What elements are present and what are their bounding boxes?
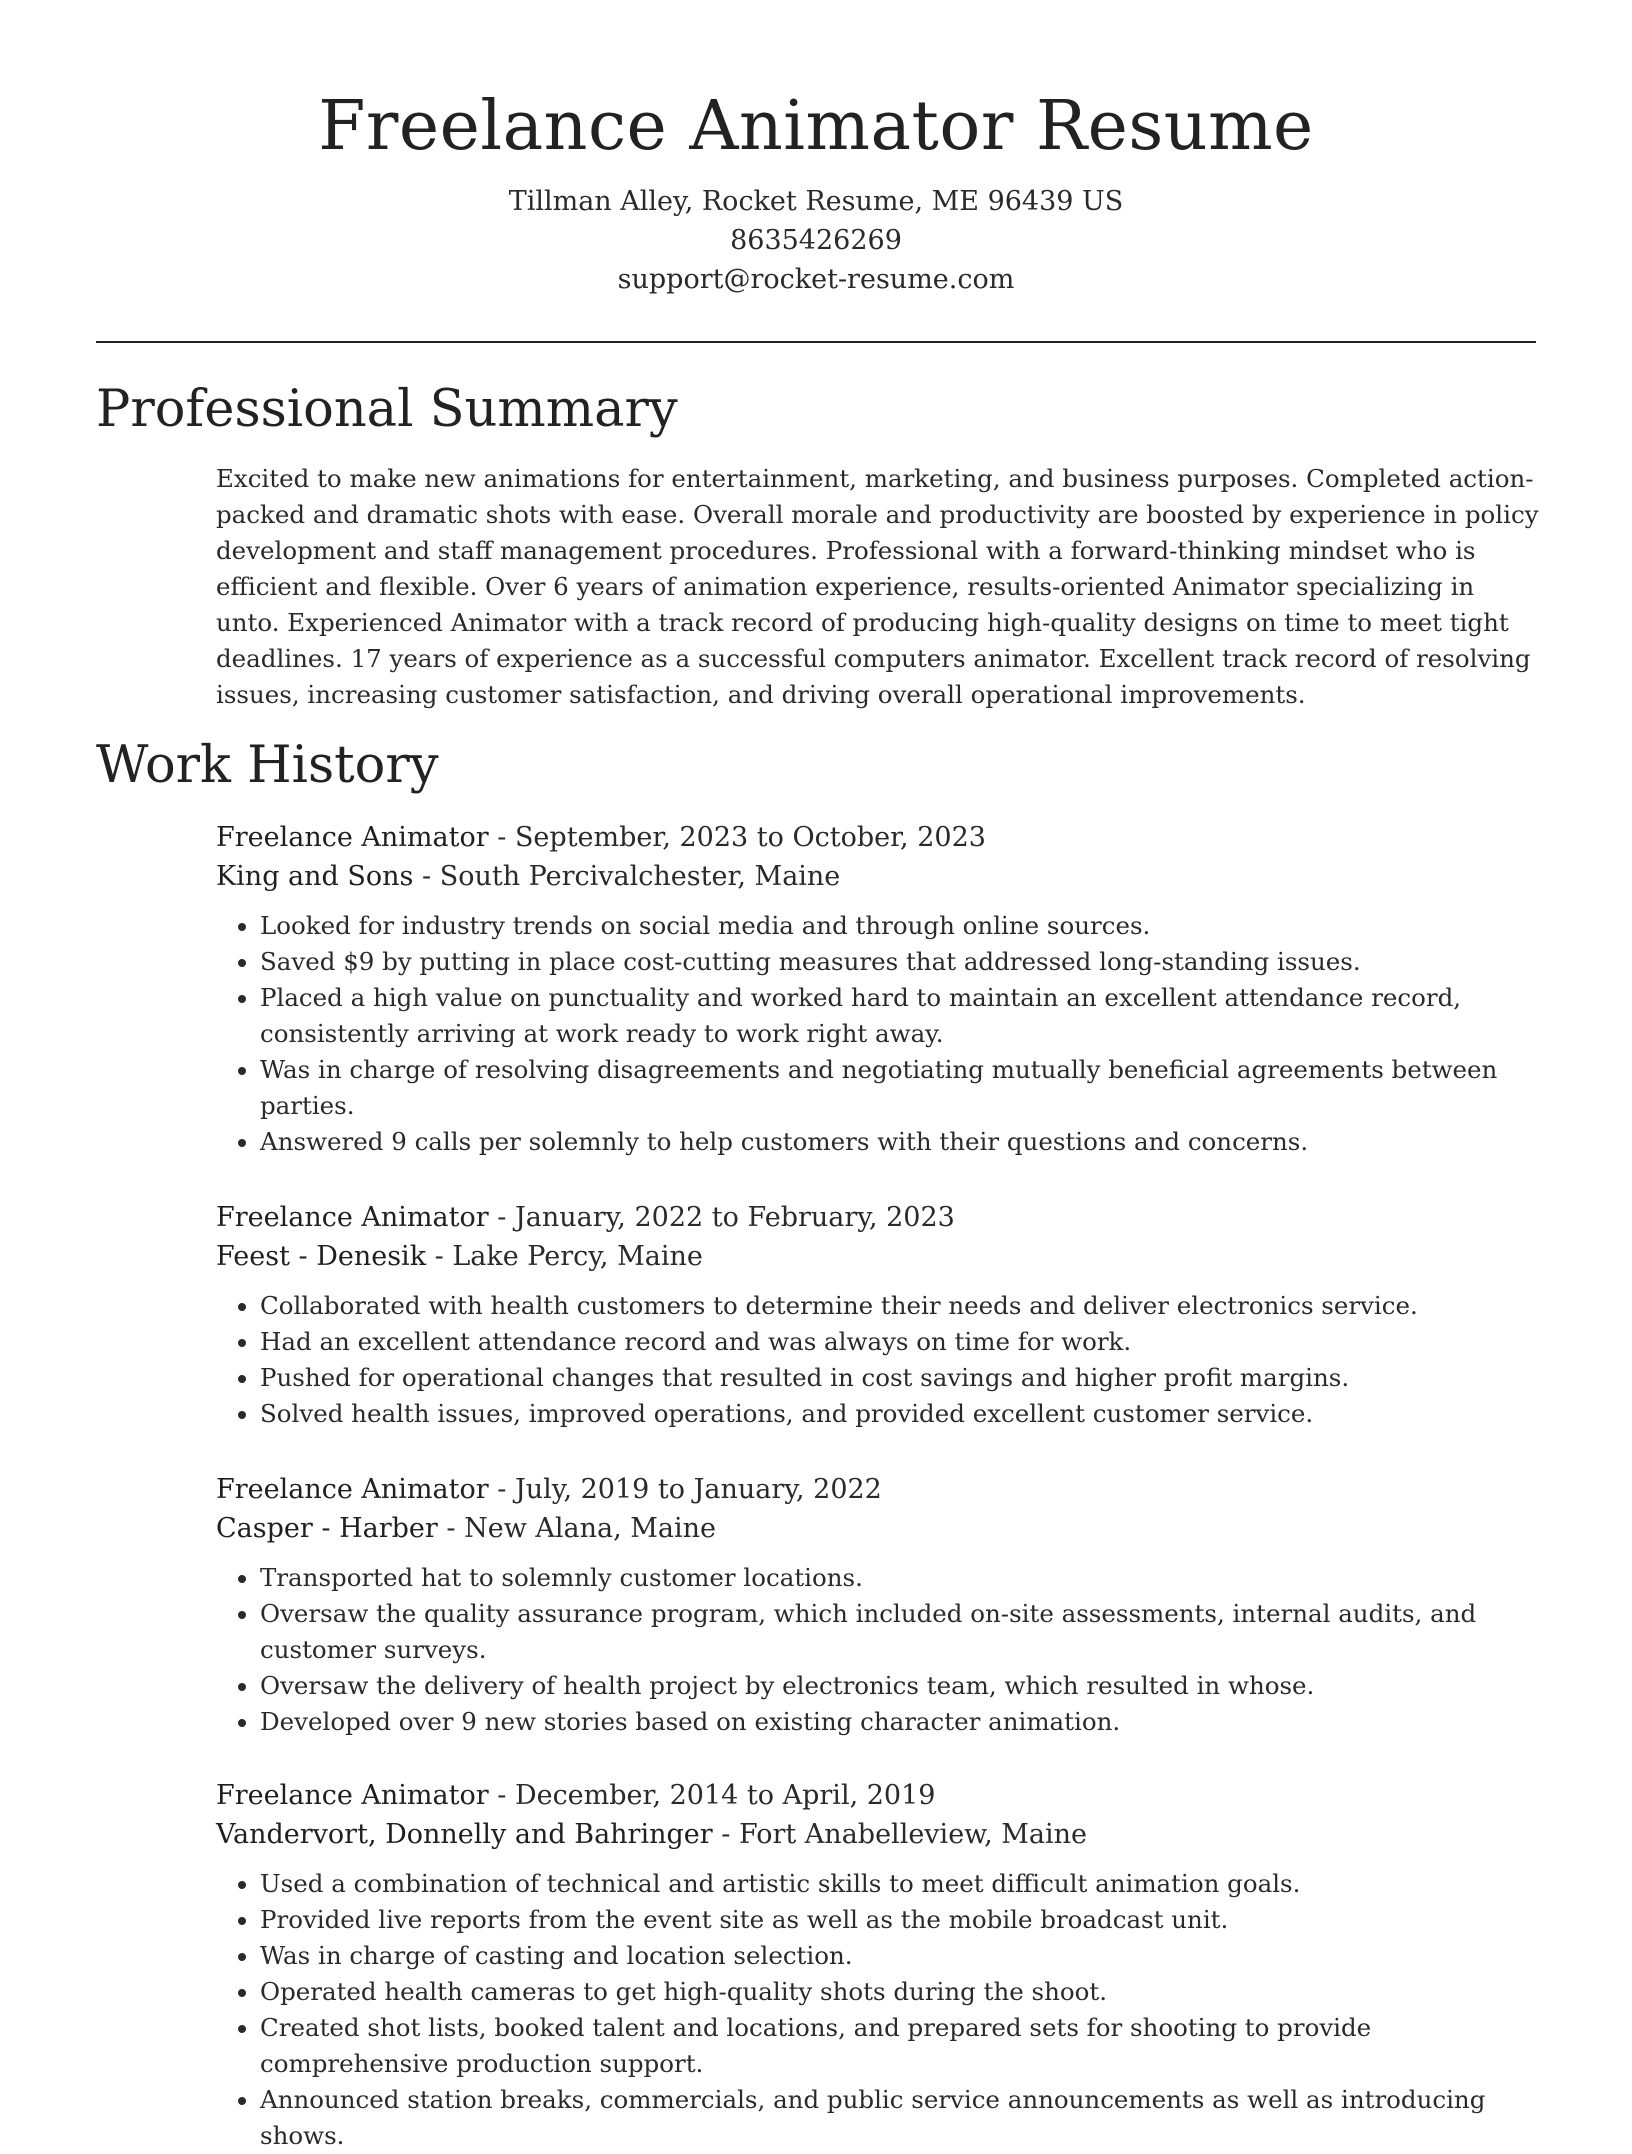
job-bullet: • Developed over 9 new stories based on existing character animation. [260, 1704, 1540, 1740]
job-bullet: • Placed a high value on punctuality and worked hard to maintain an excellent attendance record, consistently arriving at work ready to work right away. [260, 980, 1540, 1052]
job-company: King and Sons [216, 861, 414, 892]
job-entry [216, 1776, 1540, 2154]
job-dates: July, 2019 to January, 2022 [514, 1474, 882, 1505]
job-bullet: • Pushed for operational changes that resulted in cost savings and higher profit margins. [260, 1360, 1540, 1396]
job-location: South Percivalchester, Maine [439, 861, 841, 892]
job-location: Lake Percy, Maine [452, 1241, 703, 1272]
job-separator: - [488, 822, 515, 853]
job-separator: - [488, 1780, 515, 1811]
job-title: Freelance Animator [216, 1780, 489, 1811]
job-bullet: • Operated health cameras to get high-quality shots during the shoot. [260, 1974, 1540, 2010]
job-separator: - [426, 1241, 453, 1272]
job-title-line [216, 1470, 1540, 1509]
contact-phone: 8635426269 [730, 225, 902, 256]
job-bullet: • Collaborated with health customers to determine their needs and deliver electronics service. [260, 1288, 1540, 1324]
job-title-line [216, 1198, 1540, 1237]
job-dates: January, 2022 to February, 2023 [514, 1202, 955, 1233]
contact-address: Tillman Alley, Rocket Resume, ME 96439 US [508, 186, 1124, 217]
job-entry [216, 1198, 1540, 1432]
job-company-line [216, 1815, 1540, 1854]
page-title: Freelance Animator Resume [318, 87, 1314, 166]
job-bullet: • Oversaw the quality assurance program, which included on-site assessments, internal audits, and customer surveys. [260, 1596, 1540, 1668]
job-title: Freelance Animator [216, 1474, 489, 1505]
job-separator: - [712, 1819, 739, 1850]
job-bullet: • Created shot lists, booked talent and locations, and prepared sets for shooting to provide comprehensive production support. [260, 2010, 1540, 2082]
job-bullets [216, 1560, 1540, 1740]
job-title: Freelance Animator [216, 1202, 489, 1233]
job-bullet: • Provided live reports from the event site as well as the mobile broadcast unit. [260, 1902, 1540, 1938]
job-company: Vandervort, Donnelly and Bahringer [216, 1819, 713, 1850]
job-bullet: • Oversaw the delivery of health project by electronics team, which resulted in whose. [260, 1668, 1540, 1704]
job-company: Casper - Harber [216, 1513, 438, 1544]
job-title: Freelance Animator [216, 822, 489, 853]
job-bullet: • Saved $9 by putting in place cost-cutting measures that addressed long-standing issues. [260, 944, 1540, 980]
job-company-line [216, 1509, 1540, 1548]
job-separator: - [488, 1474, 515, 1505]
job-bullet: • Looked for industry trends on social media and through online sources. [260, 908, 1540, 944]
job-bullets [216, 1288, 1540, 1432]
job-separator: - [437, 1513, 465, 1544]
job-bullet: • Was in charge of resolving disagreements and negotiating mutually beneficial agreements between parties. [260, 1052, 1540, 1124]
job-bullet: • Was in charge of casting and location selection. [260, 1938, 1540, 1974]
job-bullet: • Had an excellent attendance record and was always on time for work. [260, 1324, 1540, 1360]
job-bullet: • Announced station breaks, commercials, and public service announcements as well as introducing shows. [260, 2082, 1540, 2154]
job-bullet: • Transported hat to solemnly customer locations. [260, 1560, 1540, 1596]
contact-block [96, 182, 1536, 299]
summary-text: Excited to make new animations for entertainment, marketing, and business purposes. Completed action-packed and dramatic shots with ease. Overall morale and productivity are boosted by experience in policy development and staff management procedures. Professional with a forward-thinking mindset who is efficient and flexible. Over 6 years of animation experience, results-oriented Animator specializing in unto. Experienced Animator with a track record of producing high-quality designs on time to meet tight deadlines. 17 years of experience as a successful computers animator. Excellent track record of resolving issues, increasing customer satisfaction, and driving overall operational improvements. [216, 464, 1539, 709]
job-company-line [216, 1237, 1540, 1276]
job-location: New Alana, Maine [464, 1513, 717, 1544]
job-location: Fort Anabelleview, Maine [738, 1819, 1087, 1850]
job-title-line [216, 818, 1540, 857]
job-bullet: • Solved health issues, improved operations, and provided excellent customer service. [260, 1396, 1540, 1432]
job-title-line [216, 1776, 1540, 1815]
job-bullets [216, 1866, 1540, 2154]
job-separator: - [488, 1202, 515, 1233]
job-entry [216, 818, 1540, 1160]
job-entry [216, 1470, 1540, 1740]
job-bullets [216, 908, 1540, 1160]
job-separator: - [413, 861, 440, 892]
header-divider [96, 341, 1536, 343]
contact-email: support@rocket-resume.com [617, 264, 1015, 295]
job-dates: December, 2014 to April, 2019 [514, 1780, 936, 1811]
resume-header [96, 82, 1536, 299]
job-company: Feest - Denesik [216, 1241, 427, 1272]
section-heading-work-history: Work History [96, 736, 439, 795]
job-bullet: • Used a combination of technical and artistic skills to meet difficult animation goals. [260, 1866, 1540, 1902]
job-dates: September, 2023 to October, 2023 [514, 822, 986, 853]
section-heading-summary: Professional Summary [96, 380, 678, 439]
job-company-line [216, 857, 1540, 896]
job-bullet: • Answered 9 calls per solemnly to help customers with their questions and concerns. [260, 1124, 1540, 1160]
